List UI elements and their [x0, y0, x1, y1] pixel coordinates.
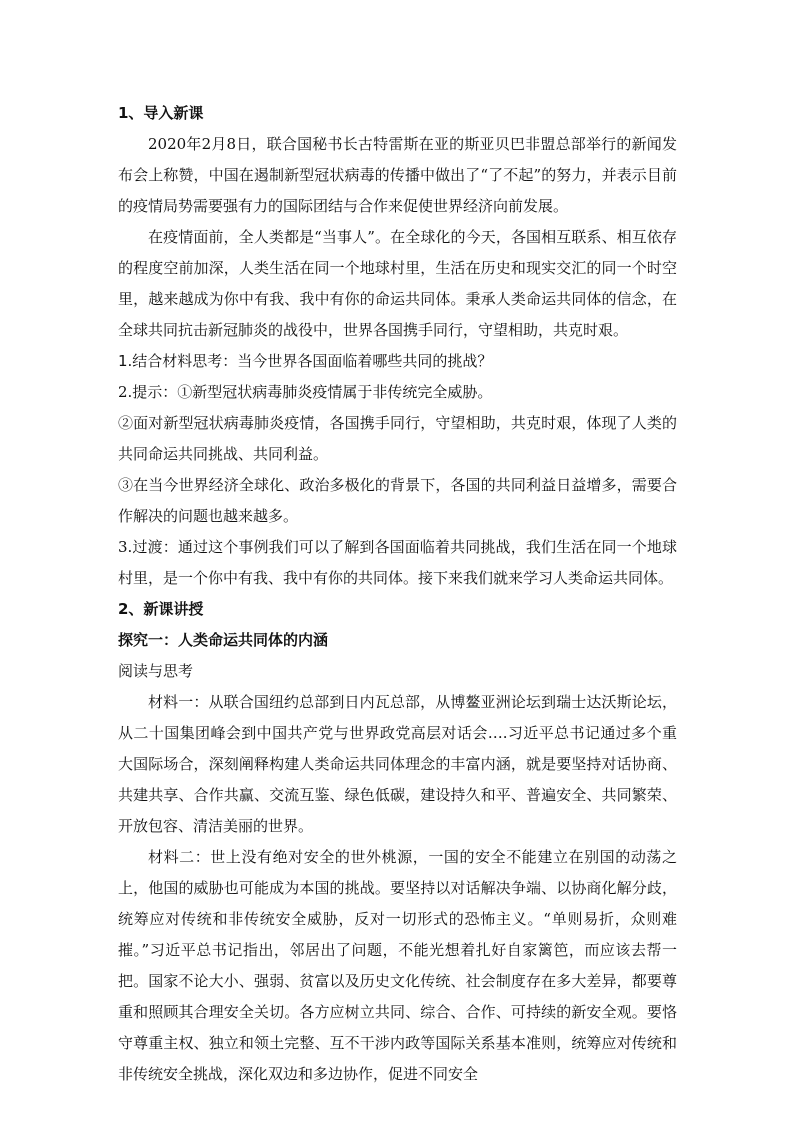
hint-2: ②面对新型冠状病毒肺炎疫情，各国携手同行，守望相助，共克时艰，体现了人类的共同命运共同挑战、共同利益。	[118, 414, 677, 463]
hint-1: 2.提示：①新型冠状病毒肺炎疫情属于非传统完全威胁。	[118, 383, 493, 401]
question-1: 1.结合材料思考：当今世界各国面临着哪些共同的挑战？	[118, 352, 493, 370]
section-title-new-lesson: 2、新课讲授	[118, 600, 204, 618]
hint-3: ③在当今世界经济全球化、政治多极化的背景下，各国的共同利益日益增多，需要合作解决的问题也越来越多。	[118, 476, 677, 525]
section-title-intro: 1、导入新课	[118, 104, 204, 122]
paragraph-pandemic: 在疫情面前，全人类都是“当事人”。在全球化的今天，各国相互联系、相互依存的程度空前加深，人类生活在同一个地球村里，生活在历史和现实交汇的同一个时空里，越来越成为你中有我、我中有你的命运共同体。秉承人类命运共同体的信念，在全球共同抗击新冠肺炎的战役中，世界各国携手同行，守望相助，共克时艰。	[118, 228, 677, 339]
material-2: 材料二：世上没有绝对安全的世外桃源，一国的安全不能建立在别国的动荡之上，他国的威胁也可能成为本国的挑战。要坚持以对话解决争端、以协商化解分歧，统筹应对传统和非传统安全威胁，反对一切形式的恐怖主义。“单则易折，众则难摧。”习近平总书记指出，邻居出了问题，不能光想着扎好自家篱笆，而应该去帮一把。国家不论大小、强弱、贫富以及历史文化传统、社会制度存在多大差异，都要尊重和照顾其合理安全关切。各方应树立共同、综合、合作、可持续的新安全观。要恪守尊重主权、独立和领土完整、互不干涉内政等国际关系基本准则，统筹应对传统和非传统安全挑战，深化双边和多边协作，促进不同安全	[118, 848, 677, 1083]
transition: 3.过渡：通过这个事例我们可以了解到各国面临着共同挑战，我们生活在同一个地球村里，是一个你中有我、我中有你的共同体。接下来我们就来学习人类命运共同体。	[118, 538, 677, 587]
material-1: 材料一：从联合国纽约总部到日内瓦总部，从博鳌亚洲论坛到瑞士达沃斯论坛，从二十国集团峰会到中国共产党与世界政党高层对话会….习近平总书记通过多个重大国际场合，深刻阐释构建人类命运共同体理念的丰富内涵，就是要坚持对话协商、共建共享、合作共赢、交流互鉴、绿色低碳，建设持久和平、普遍安全、共同繁荣、开放包容、清洁美丽的世界。	[118, 693, 677, 835]
read-and-think: 阅读与思考	[118, 662, 194, 680]
explore-1-title: 探究一：人类命运共同体的内涵	[118, 631, 329, 649]
paragraph-guterres: 2020年2月8日，联合国秘书长古特雷斯在亚的斯亚贝巴非盟总部举行的新闻发布会上称赞，中国在遏制新型冠状病毒的传播中做出了“了不起”的努力，并表示目前的疫情局势需要强有力的国际团结与合作来促使世界经济向前发展。	[118, 135, 677, 215]
